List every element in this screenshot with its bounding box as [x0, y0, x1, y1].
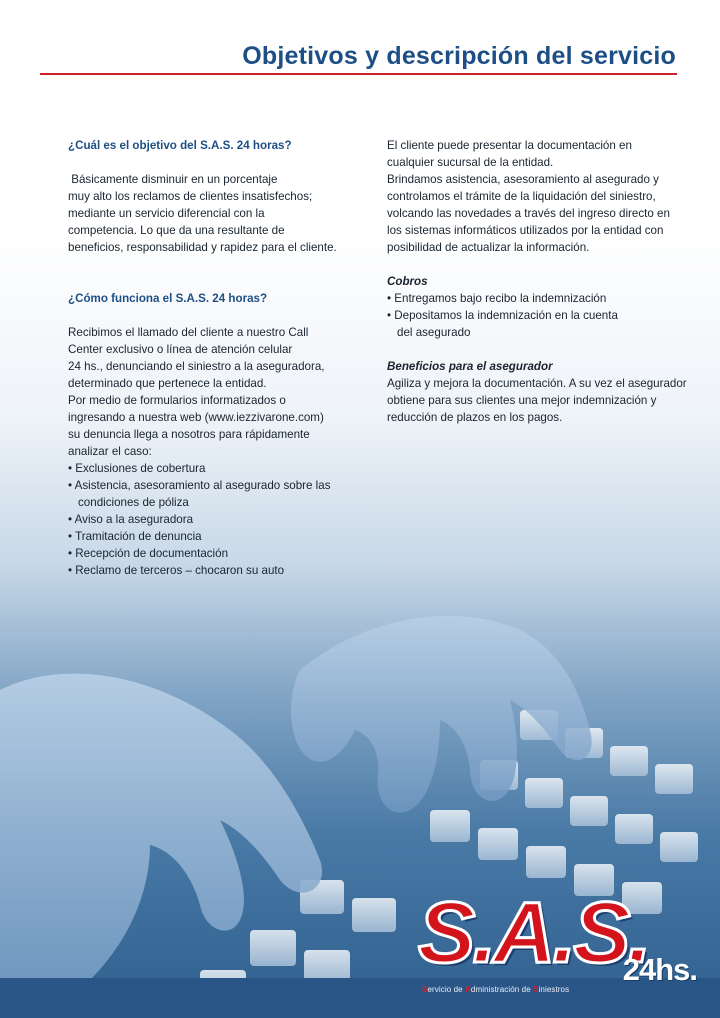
objective-line: beneficios, responsabilidad y rapidez para el cliente. — [68, 241, 337, 254]
objective-line: Básicamente disminuir en un porcentaje — [68, 173, 278, 186]
intro-line: El cliente puede presentar la documentación en — [387, 139, 632, 152]
objective-line: muy alto los reclamos de clientes insatisfechos; — [68, 190, 313, 203]
list-item-continuation: condiciones de póliza — [78, 496, 189, 509]
list-item: • Recepción de documentación — [68, 547, 229, 560]
objective-line: mediante un servicio diferencial con la — [68, 207, 265, 220]
how-line: ingresando a nuestra web (www.iezzivarone.com) — [68, 411, 324, 424]
how-line: analizar el caso: — [68, 445, 152, 458]
how-it-works-heading: ¿Cómo funciona el S.A.S. 24 horas? — [68, 292, 268, 305]
left-column — [68, 137, 343, 579]
benefits-heading: Beneficios para el asegurador — [387, 360, 553, 373]
tagline-initial: S — [533, 985, 539, 994]
page-title: Objetivos y descripción del servicio — [242, 42, 676, 70]
tagline-word: iniestros — [538, 985, 570, 994]
how-line: determinado que pertenece la entidad. — [68, 377, 267, 390]
intro-line: posibilidad de actualizar la información. — [387, 241, 590, 254]
list-item: • Depositamos la indemnización en la cuenta — [387, 309, 618, 322]
intro-line: volcando las novedades a través del ingreso directo en — [387, 207, 670, 220]
cobros-heading: Cobros — [387, 275, 428, 288]
right-column — [387, 137, 687, 426]
title-underline — [40, 73, 677, 75]
objective-heading: ¿Cuál es el objetivo del S.A.S. 24 horas? — [68, 139, 292, 152]
logo-tagline — [422, 985, 569, 994]
how-line: Recibimos el llamado del cliente a nuestro Call — [68, 326, 309, 339]
sas-logo-24hs: 24hs. — [622, 952, 697, 987]
list-item: • Aviso a la aseguradora — [68, 513, 194, 526]
benefits-line: Agiliza y mejora la documentación. A su vez el asegurador — [387, 377, 687, 390]
how-line: Center exclusivo o línea de atención celular — [68, 343, 293, 356]
tagline-word: dministración de — [470, 985, 534, 994]
how-line: Por medio de formularios informatizados o — [68, 394, 286, 407]
how-line: su denuncia llega a nosotros para rápidamente — [68, 428, 310, 441]
benefits-line: reducción de plazos en los pagos. — [387, 411, 563, 424]
intro-line: cualquier sucursal de la entidad. — [387, 156, 554, 169]
list-item-continuation: del asegurado — [397, 326, 471, 339]
list-item: • Asistencia, asesoramiento al asegurado sobre las — [68, 479, 331, 492]
list-item: • Entregamos bajo recibo la indemnización — [387, 292, 607, 305]
intro-line: los sistemas informáticos utilizados por la entidad con — [387, 224, 664, 237]
tagline-word: ervicio de — [427, 985, 465, 994]
intro-line: controlamos el trámite de la liquidación del siniestro, — [387, 190, 656, 203]
objective-line: competencia. Lo que da una resultante de — [68, 224, 285, 237]
intro-line: Brindamos asistencia, asesoramiento al asegurado y — [387, 173, 659, 186]
list-item: • Exclusiones de cobertura — [68, 462, 206, 475]
how-line: 24 hs., denunciando el siniestro a la aseguradora, — [68, 360, 325, 373]
benefits-line: obtiene para sus clientes una mejor indemnización y — [387, 394, 657, 407]
tagline-initial: A — [465, 985, 471, 994]
list-item: • Tramitación de denuncia — [68, 530, 202, 543]
tagline-initial: S — [422, 985, 428, 994]
list-item: • Reclamo de terceros – chocaron su auto — [68, 564, 285, 577]
sas-logo-mark: S.A.S. — [418, 885, 649, 981]
